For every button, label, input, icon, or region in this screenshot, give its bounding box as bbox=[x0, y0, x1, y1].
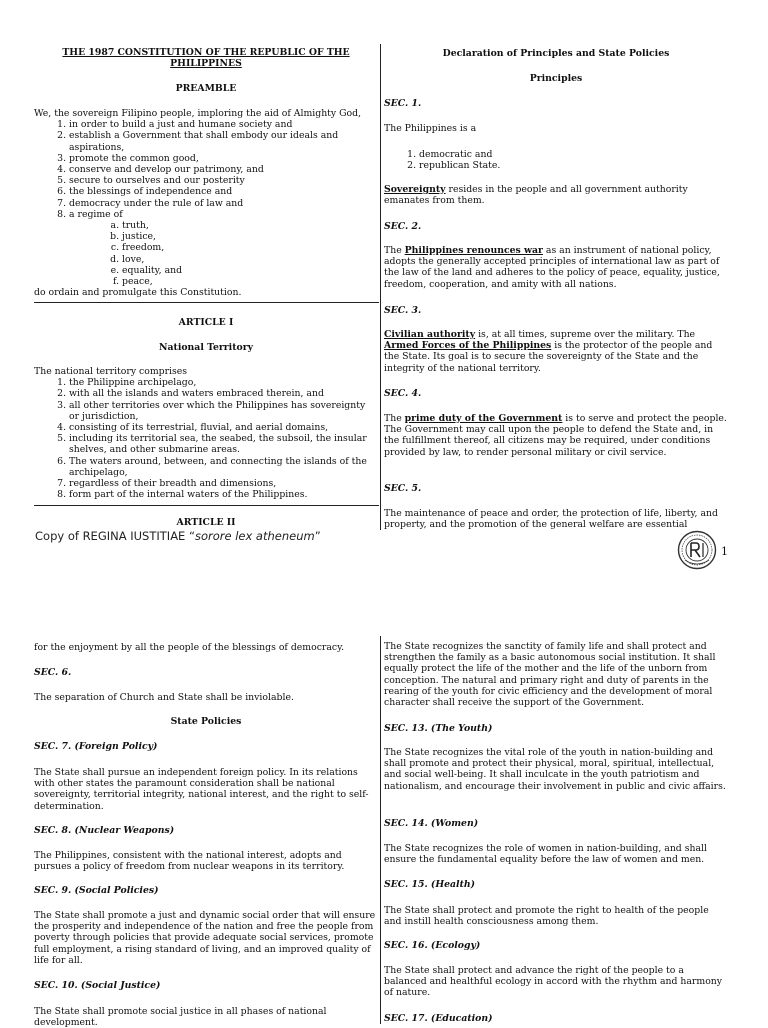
sec-6-text: The separation of Church and State shall be inviolable. bbox=[34, 692, 294, 703]
list-item: 4. conserve and develop our patrimony, and bbox=[69, 164, 378, 175]
preamble-intro: We, the sovereign Filipino people, imploring the aid of Almighty God, bbox=[34, 108, 362, 119]
sec-10-heading: SEC. 10. (Social Justice) bbox=[34, 980, 161, 991]
article-1-title: National Territory bbox=[159, 342, 253, 353]
list-item: 7. democracy under the rule of law and bbox=[69, 198, 378, 209]
continuation-text: for the enjoyment by all the people of the blessings of democracy. bbox=[34, 642, 345, 653]
sec-15-heading: SEC. 15. (Health) bbox=[384, 879, 476, 890]
footer-prefix: Copy of REGINA IUSTITIAE “ bbox=[35, 529, 195, 543]
sec-3-heading: SEC. 3. bbox=[384, 305, 422, 316]
sec-1-list bbox=[384, 149, 763, 171]
footer-italic: sorore lex atheneum bbox=[194, 529, 315, 543]
sec-4-rest: is to serve and protect the people. The Government may call upon the people to defend the State and, in the fulfillment thereof, all citizens may be required, under conditions provided by law, to render personal military or civil service. bbox=[384, 413, 727, 458]
sec-13-text: The State recognizes the vital role of the youth in nation-building and shall promote and protect their physical, moral, spiritual, intellectual, and social well-being. It shall inculcate in the youth patriotism and nationalism, and encourage their involvement in public and civic affairs. bbox=[384, 747, 726, 792]
term-armed-forces: Armed Forces of the Philippines bbox=[384, 340, 552, 352]
list-item: 2. republican State. bbox=[419, 160, 763, 171]
section-divider bbox=[34, 302, 379, 303]
sec-4-heading: SEC. 4. bbox=[384, 388, 422, 399]
document-page-2 bbox=[0, 636, 768, 1028]
list-item: 6. The waters around, between, and connecting the islands of the archipelago, bbox=[69, 456, 378, 478]
sec-15-text: The State shall protect and promote the right to health of the people and instill health consciousness among them. bbox=[384, 905, 709, 928]
sec-3-text bbox=[384, 329, 728, 374]
sec-1-text: The Philippines is a bbox=[384, 123, 477, 134]
list-item: 8. form part of the internal waters of the Philippines. bbox=[69, 489, 378, 500]
footer-suffix: ” bbox=[314, 529, 321, 543]
list-item: 5. secure to ourselves and our posterity bbox=[69, 175, 378, 186]
term-civilian-authority: Civilian authority bbox=[384, 329, 476, 340]
sec-5-heading: SEC. 5. bbox=[384, 483, 422, 494]
column-divider bbox=[380, 636, 381, 1024]
list-item: c. freedom, bbox=[122, 242, 378, 253]
constitution-title: THE 1987 CONSTITUTION OF THE REPUBLIC OF THE PHILIPPINES bbox=[62, 47, 350, 70]
list-item: f. peace, bbox=[122, 276, 378, 287]
section-divider bbox=[34, 505, 379, 506]
continuation-text: The State recognizes the sanctity of family life and shall protect and strengthen the family as a basic autonomous social institution. It shall equally protect the life of the mother and the life of the unborn from conception. The natural and primary right and duty of parents in the rearing of the youth for civic efficiency and the development of moral character shall receive the support of the Government. bbox=[384, 641, 716, 709]
list-item: 7. regardless of their breadth and dimensions, bbox=[69, 478, 378, 489]
sec-8-heading: SEC. 8. (Nuclear Weapons) bbox=[34, 825, 175, 836]
page-number: 1 bbox=[721, 545, 728, 558]
list-item: 5. including its territorial sea, the seabed, the subsoil, the insular shelves, and other submarine areas. bbox=[69, 433, 378, 455]
territory-list bbox=[34, 377, 378, 500]
list-item: 6. the blessings of independence and bbox=[69, 186, 378, 197]
sec-2-text bbox=[384, 245, 728, 290]
list-item: 1. the Philippine archipelago, bbox=[69, 377, 378, 388]
list-item: 8. a regime of bbox=[69, 209, 378, 220]
list-item: 2. establish a Government that shall embody our ideals and aspirations, bbox=[69, 130, 378, 152]
term-sovereignty: Sovereignty bbox=[384, 184, 446, 195]
principles-heading: Principles bbox=[529, 73, 583, 84]
regime-list bbox=[34, 220, 378, 287]
sec-4-pre: The bbox=[384, 413, 405, 424]
sec-2-rest: as an instrument of national policy, adopts the generally accepted principles of international law as part of the law of the land and adheres to the policy of peace, equality, justice, freedom, cooperation, and amity with all nations. bbox=[384, 245, 720, 290]
list-item: 3. all other territories over which the Philippines has sovereignty or jurisdiction, bbox=[69, 400, 378, 422]
sec-8-text: The Philippines, consistent with the national interest, adopts and pursues a policy of freedom from nuclear weapons in its territory. bbox=[34, 850, 345, 873]
sec-1-sovereignty bbox=[384, 184, 728, 206]
footer-copy-notice bbox=[35, 531, 321, 542]
column-divider bbox=[380, 44, 381, 530]
territory-intro: The national territory comprises bbox=[34, 366, 188, 377]
territory-body bbox=[34, 366, 378, 500]
sec-16-text: The State shall protect and advance the right of the people to a balanced and healthful ecology in accord with the rhythm and harmony of nature. bbox=[384, 965, 723, 999]
list-item: 3. promote the common good, bbox=[69, 153, 378, 164]
sec-9-heading: SEC. 9. (Social Policies) bbox=[34, 885, 159, 896]
sec-17-heading: SEC. 17. (Education) bbox=[384, 1013, 493, 1024]
sec-9-text: The State shall promote a just and dynamic social order that will ensure the prosperity and independence of the nation and free the people from poverty through policies that provide adequate social services, promote full employment, a rising standard of living, and an improved quality of life for all. bbox=[34, 910, 376, 966]
sec-4-text bbox=[384, 413, 728, 458]
list-item: 2. with all the islands and waters embraced therein, and bbox=[69, 388, 378, 399]
list-item: 4. consisting of its terrestrial, fluvial, and aerial domains, bbox=[69, 422, 378, 433]
sec-1-rest: resides in the people and all government authority emanates from them. bbox=[384, 184, 688, 207]
sec-3-rest: is the protector of the people and the State. Its goal is to secure the sovereignty of the State and the integrity of the national territory. bbox=[384, 340, 713, 374]
sec-2-heading: SEC. 2. bbox=[384, 221, 422, 232]
sec-7-heading: SEC. 7. (Foreign Policy) bbox=[34, 741, 158, 752]
preamble-heading: PREAMBLE bbox=[175, 83, 237, 94]
sec-14-text: The State recognizes the role of women in nation-building, and shall ensure the fundamental equality before the law of women and men. bbox=[384, 843, 707, 866]
sec-14-heading: SEC. 14. (Women) bbox=[384, 818, 479, 829]
sec-2-pre: The bbox=[384, 245, 405, 256]
declaration-heading: Declaration of Principles and State Policies bbox=[442, 48, 670, 59]
list-item: 1. democratic and bbox=[419, 149, 763, 160]
sec-10-text: The State shall promote social justice in all phases of national development. bbox=[34, 1006, 327, 1028]
preamble-close: do ordain and promulgate this Constitution. bbox=[34, 287, 242, 299]
list-item: e. equality, and bbox=[122, 265, 378, 276]
list-item: 1. in order to build a just and humane society and bbox=[69, 119, 378, 130]
seal-icon bbox=[677, 530, 717, 570]
term-prime-duty: prime duty of the Government bbox=[404, 413, 563, 424]
preamble-list bbox=[34, 119, 378, 220]
list-item: d. love, bbox=[122, 254, 378, 265]
preamble-body bbox=[34, 108, 378, 298]
article-1-heading: ARTICLE I bbox=[178, 317, 234, 328]
sec-7-text: The State shall pursue an independent foreign policy. In its relations with other states the paramount consideration shall be national sovereignty, territorial integrity, national interest, and the right to self-determination. bbox=[34, 767, 369, 812]
sec-5-text: The maintenance of peace and order, the protection of life, liberty, and property, and the promotion of the general welfare are essential bbox=[384, 508, 718, 531]
sec-1-heading: SEC. 1. bbox=[384, 98, 422, 109]
term-renounces-war: Philippines renounces war bbox=[404, 245, 543, 256]
sec-13-heading: SEC. 13. (The Youth) bbox=[384, 723, 493, 734]
list-item: a. truth, bbox=[122, 220, 378, 231]
sec-6-heading: SEC. 6. bbox=[34, 667, 72, 678]
list-item: b. justice, bbox=[122, 231, 378, 242]
state-policies-heading: State Policies bbox=[170, 716, 242, 727]
sec-16-heading: SEC. 16. (Ecology) bbox=[384, 940, 481, 951]
article-2-heading: ARTICLE II bbox=[176, 517, 236, 528]
sec-3-mid: is, at all times, supreme over the military. The bbox=[475, 329, 696, 340]
